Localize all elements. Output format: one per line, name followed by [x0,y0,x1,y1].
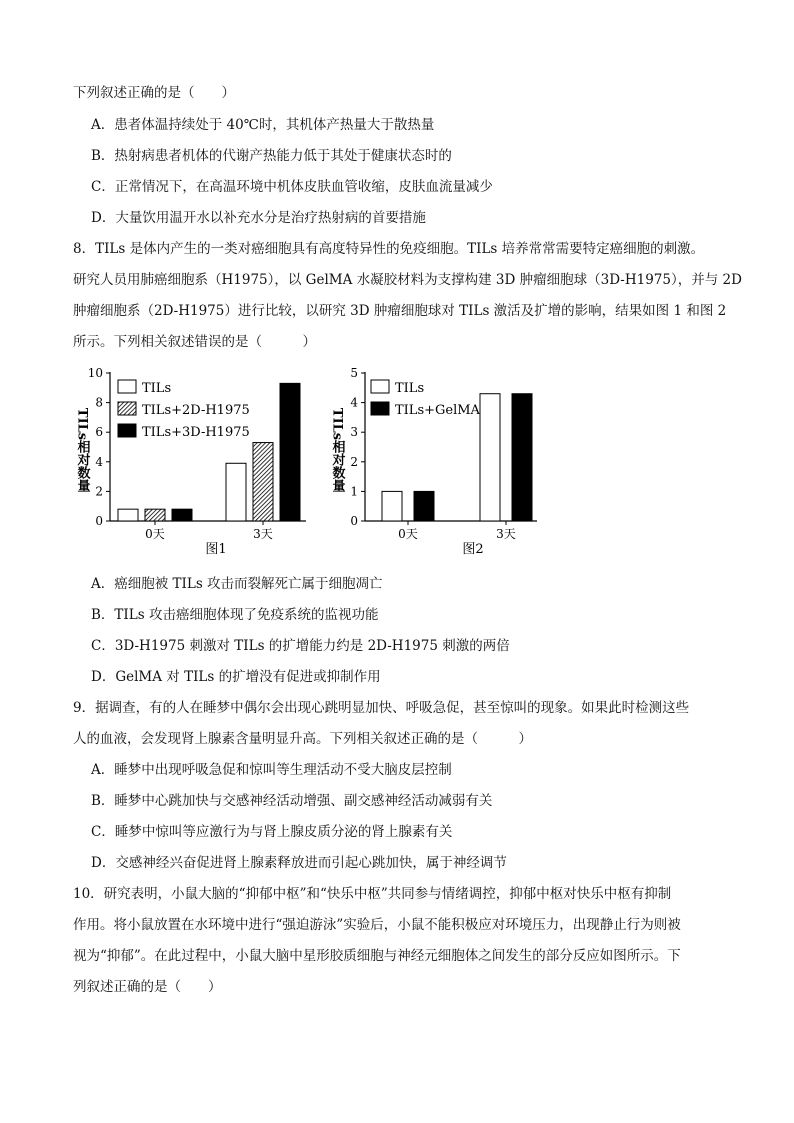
y-tick-label: 0 [350,514,358,528]
q8-stem-line-3: 肿瘤细胞系（2D-H1975）进行比较，以研究 3D 肿瘤细胞球对 TILs 激活及扩增的影响，结果如图 1 和图 2 [73,303,727,319]
legend-label: TILs+3D-H1975 [142,425,250,440]
q10-stem-line-4: 列叙述正确的是（ ） [73,979,222,995]
x-tick-label: 0天 [398,527,418,541]
y-tick-label: 2 [350,454,358,469]
q9-stem-line-2: 人的血液，会发现肾上腺素含量明显升高。下列相关叙述正确的是（ ） [73,731,532,747]
q8-option-d: D．GelMA 对 TILs 的扩增没有促进或抑制作用 [91,669,381,685]
bar-TILs [382,491,402,521]
x-tick-label: 0天 [145,527,165,541]
bar-TILs+3D-H1975 [280,383,300,521]
q8-option-c: C．3D-H1975 刺激对 TILs 的扩增能力约是 2D-H1975 刺激的两倍 [91,638,510,654]
q8-option-b: B．TILs 攻击癌细胞体现了免疫系统的监视功能 [91,607,379,623]
y-tick-label: 4 [350,395,358,410]
y-tick-label: 10 [87,366,103,380]
y-tick-label: 1 [350,484,358,499]
x-tick-label: 3天 [253,527,273,541]
q9-option-a: A．睡梦中出现呼吸急促和惊叫等生理活动不受大脑皮层控制 [91,762,452,778]
bar-TILs [118,509,138,521]
legend-swatch [371,402,389,415]
q10-stem-line-2: 作用。将小鼠放置在水环境中进行“强迫游泳”实验后，小鼠不能积极应对环境压力，出现静止行为则被 [73,917,681,933]
q7-stem-tail: 下列叙述正确的是（ ） [73,85,235,101]
bar-TILs+GelMA [414,491,434,521]
q7-option-a: A．患者体温持续处于 40℃时，其机体产热量大于散热量 [91,117,435,133]
figure-title: 图2 [462,542,484,557]
bar-TILs [226,463,246,521]
bar-TILs+GelMA [512,394,532,521]
y-tick-label: 0 [95,514,103,528]
q7-option-b: B．热射病患者机体的代谢产热能力低于其处于健康状态时的 [91,148,452,164]
q8-stem-line-2: 研究人员用肺癌细胞系（H1975），以 GelMA 水凝胶材料为支撑构建 3D 肿瘤细胞球（3D-H1975），并与 2D [73,272,742,288]
legend-swatch [118,380,136,393]
y-axis-label: TILs相对数量 [329,407,345,493]
legend-label: TILs+2D-H1975 [142,403,250,418]
q9-option-d: D．交感神经兴奋促进肾上腺素释放进而引起心跳加快，属于神经调节 [91,855,507,871]
legend-label: TILs+GelMA [395,403,480,418]
q9-stem-line-1: 9．据调查，有的人在睡梦中偶尔会出现心跳明显加快、呼吸急促，甚至惊叫的现象。如果此时检测这些 [73,700,690,716]
bar-TILs+2D-H1975 [253,443,273,521]
y-tick-label: 6 [95,425,103,440]
y-tick-label: 5 [350,366,358,380]
q7-option-c: C．正常情况下，在高温环境中机体皮肤血管收缩，皮肤血流量减少 [91,179,493,195]
legend-label: TILs [142,381,172,396]
q9-option-b: B．睡梦中心跳加快与交感神经活动增强、副交感神经活动减弱有关 [91,793,493,809]
figure-1-chart [70,362,315,562]
y-axis-label: TILs相对数量 [74,407,90,493]
q7-option-d: D．大量饮用温开水以补充水分是治疗热射病的首要措施 [91,210,426,226]
q8-stem-line-1: 8．TILs 是体内产生的一类对癌细胞具有高度特异性的免疫细胞。TILs 培养常常需要特定癌细胞的刺激。 [73,241,705,257]
legend-label: TILs [395,381,425,396]
y-tick-label: 8 [95,395,103,410]
x-tick-label: 3天 [496,527,516,541]
figure-2-chart [325,362,545,562]
y-tick-label: 2 [95,484,103,499]
q8-stem-line-4: 所示。下列相关叙述错误的是（ ） [73,334,316,350]
legend-swatch [118,424,136,437]
q9-option-c: C．睡梦中惊叫等应激行为与肾上腺皮质分泌的肾上腺素有关 [91,824,453,840]
legend-swatch [371,380,389,393]
y-tick-label: 3 [350,425,358,440]
legend-swatch [118,402,136,415]
q10-stem-line-1: 10．研究表明，小鼠大脑的“抑郁中枢”和“快乐中枢”共同参与情绪调控，抑郁中枢对快乐中枢有抑制 [73,886,672,902]
bar-TILs [480,394,500,521]
bar-TILs+3D-H1975 [172,509,192,521]
bar-TILs+2D-H1975 [145,509,165,521]
figure-title: 图1 [205,542,227,557]
y-tick-label: 4 [95,454,103,469]
q10-stem-line-3: 视为“抑郁”。在此过程中，小鼠大脑中星形胶质细胞与神经元细胞体之间发生的部分反应如图所示。下 [73,948,681,964]
q8-option-a: A．癌细胞被 TILs 攻击而裂解死亡属于细胞凋亡 [91,576,383,592]
